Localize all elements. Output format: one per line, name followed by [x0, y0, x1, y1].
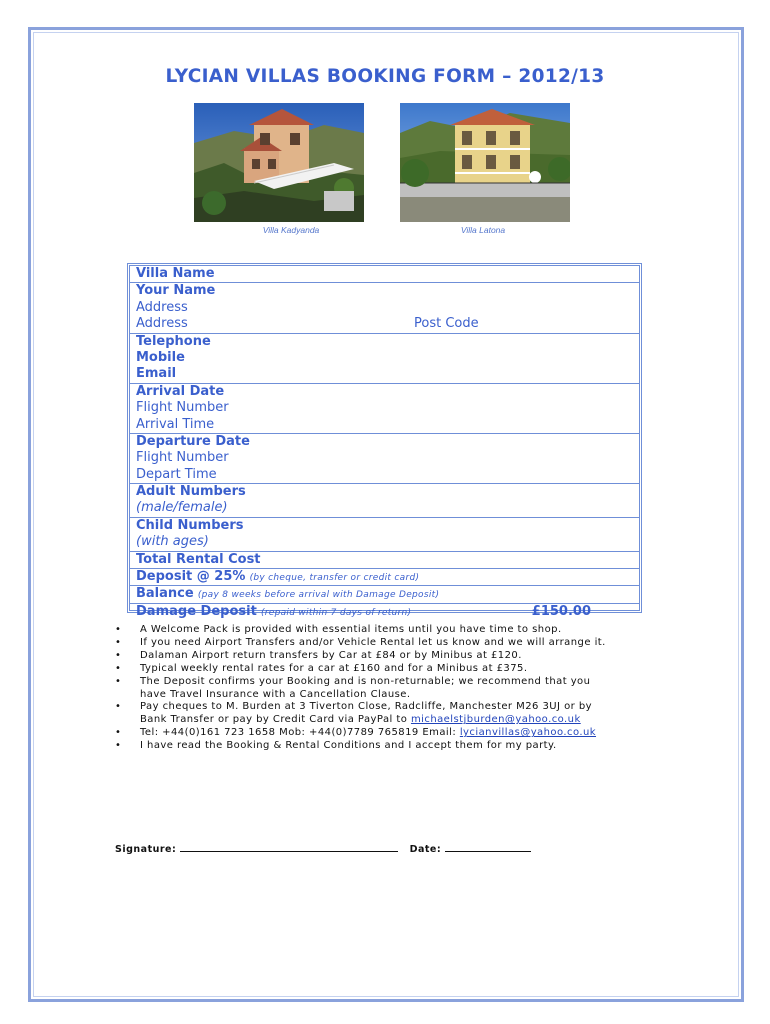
total-rental-cost-row[interactable] [130, 552, 639, 569]
list-item [115, 740, 675, 753]
damage-deposit-amount: £150.00 [531, 603, 591, 619]
damage-deposit-row[interactable] [130, 604, 639, 620]
bullet: • [115, 740, 122, 752]
deposit-note: (by cheque, transfer or credit card) [249, 573, 420, 584]
paypal-email-link[interactable]: michaelstjburden@yahoo.co.uk [410, 714, 581, 726]
villa-name-row[interactable] [130, 266, 639, 283]
male-female-label: (male/female) [136, 500, 228, 516]
post-code-label: Post Code [414, 316, 479, 332]
note-payment-line-2: Bank Transfer or pay by Credit Card via PayPal to [140, 714, 411, 726]
date-line[interactable] [445, 843, 531, 852]
note-rental-rates: Typical weekly rental rates for a car at £160 and for a Minibus at £375. [140, 662, 528, 674]
mobile-label: Mobile [136, 349, 185, 365]
email-label: Email [136, 366, 177, 382]
note-payment-line-1: Pay cheques to M. Burden at 3 Tiverton Close, Radcliffe, Manchester M26 3UJ or by [140, 701, 592, 713]
note-conditions: I have read the Booking & Rental Conditions and I accept them for my party. [140, 740, 557, 752]
list-item [115, 701, 675, 727]
damage-deposit-note: (repaid within 7 days of return) [260, 607, 412, 618]
depart-time-row[interactable] [130, 467, 639, 484]
date-label: Date: [409, 844, 442, 855]
villa-latona-caption: Villa Latona [460, 225, 506, 235]
signature-block [115, 843, 531, 855]
list-item [115, 650, 675, 663]
bullet: • [115, 701, 122, 713]
bullet: • [115, 727, 122, 739]
with-ages-row[interactable] [130, 534, 639, 551]
damage-deposit-label: Damage Deposit [136, 603, 257, 619]
villa-kadyanda-photo [194, 103, 364, 222]
deposit-row[interactable] [130, 569, 639, 586]
your-name-label: Your Name [136, 283, 216, 299]
balance-note: (pay 8 weeks before arrival with Damage Deposit) [197, 590, 440, 601]
adult-numbers-label: Adult Numbers [136, 484, 246, 500]
address-label-1: Address [136, 299, 188, 315]
contact-email-link[interactable]: lycianvillas@yahoo.co.uk [459, 727, 597, 739]
note-transfer-prices: Dalaman Airport return transfers by Car at £84 or by Minibus at £120. [140, 649, 522, 661]
notes-list [115, 624, 675, 753]
arrival-date-label: Arrival Date [136, 383, 225, 399]
your-name-row[interactable] [130, 283, 639, 299]
note-deposit-line-1: The Deposit confirms your Booking and is non-returnable; we recommend that you [140, 675, 591, 687]
total-rental-cost-label: Total Rental Cost [136, 551, 261, 567]
page-title: LYCIAN VILLAS BOOKING FORM – 2012/13 [165, 66, 605, 87]
bullet: • [115, 662, 122, 674]
villa-kadyanda-caption: Villa Kadyanda [262, 225, 320, 235]
bullet: • [115, 636, 122, 648]
telephone-label: Telephone [136, 333, 211, 349]
villa-latona-photo [400, 103, 570, 222]
address-row-1[interactable] [130, 300, 639, 316]
mobile-row[interactable] [130, 350, 639, 366]
email-row[interactable] [130, 366, 639, 383]
villa-name-label: Villa Name [136, 266, 215, 281]
booking-form-table [127, 263, 642, 619]
child-numbers-label: Child Numbers [136, 517, 244, 533]
deposit-label: Deposit @ 25% [136, 569, 246, 585]
note-airport-transfers: If you need Airport Transfers and/or Vehicle Rental let us know and we will arrange it. [140, 636, 606, 648]
depart-time-label: Depart Time [136, 466, 217, 482]
arrival-time-label: Arrival Time [136, 416, 215, 432]
note-contact: Tel: +44(0)161 723 1658 Mob: +44(0)7789 765819 Email: [140, 727, 460, 739]
arrival-date-row[interactable] [130, 384, 639, 400]
male-female-row[interactable] [130, 500, 639, 517]
list-item [115, 676, 675, 702]
list-item [115, 727, 675, 740]
bullet: • [115, 624, 122, 635]
note-welcome-pack: A Welcome Pack is provided with essential items until you have time to shop. [140, 624, 562, 635]
arrival-time-row[interactable] [130, 417, 639, 434]
departure-date-row[interactable] [130, 434, 639, 450]
departure-date-label: Departure Date [136, 433, 250, 449]
list-item [115, 637, 675, 650]
arrival-flight-number-row[interactable] [130, 400, 639, 416]
note-deposit-line-2: have Travel Insurance with a Cancellation Clause. [140, 688, 411, 700]
list-item [115, 624, 675, 637]
signature-line[interactable] [180, 843, 398, 852]
arrival-flight-number-label: Flight Number [136, 400, 229, 416]
address-row-2[interactable] [130, 316, 639, 333]
child-numbers-row[interactable] [130, 518, 639, 534]
with-ages-label: (with ages) [136, 534, 209, 550]
balance-label: Balance [136, 586, 194, 602]
departure-flight-number-label: Flight Number [136, 450, 229, 466]
departure-flight-number-row[interactable] [130, 450, 639, 466]
telephone-row[interactable] [130, 334, 639, 350]
signature-label: Signature: [115, 844, 177, 855]
bullet: • [115, 649, 122, 661]
address-label-2: Address [136, 316, 188, 332]
balance-row[interactable] [130, 586, 639, 603]
adult-numbers-row[interactable] [130, 484, 639, 500]
bullet: • [115, 675, 122, 687]
list-item [115, 663, 675, 676]
